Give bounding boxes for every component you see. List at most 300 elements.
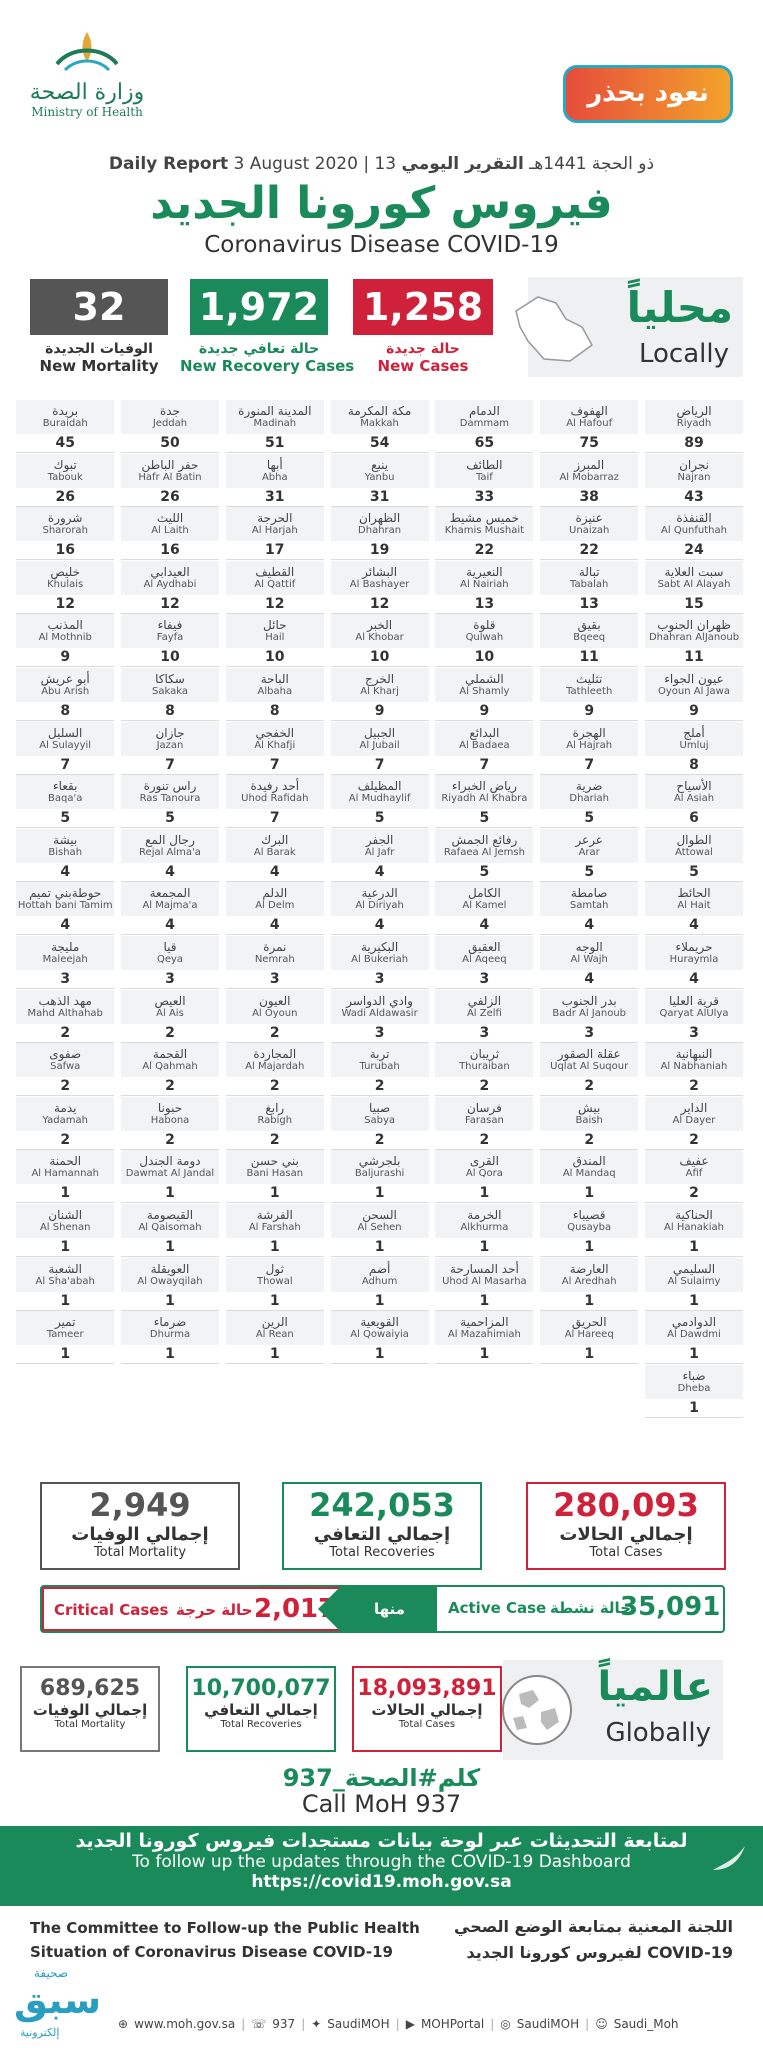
city-name-ar: رفائع الجمش [451,832,518,847]
city-cell [226,990,324,1043]
city-name-ar: الكامل [467,886,501,901]
moh-name-en: Ministry of Health [31,105,143,119]
city-cell [645,775,743,828]
city-cell [226,614,324,667]
city-name-ar: القيصومة [146,1208,194,1222]
city-name-en: Al Khobar [355,632,404,644]
city-cases-count: 45 [16,434,114,452]
city-name-en: Al Hait [677,900,711,912]
city-cases-count: 4 [645,916,743,934]
city-cases-count: 5 [540,863,638,881]
city-name-en: Nemrah [254,954,295,965]
city-cases-count: 1 [540,1345,638,1363]
city-name-ar: المجمعة [149,886,191,901]
city-cell [331,1204,429,1257]
city-name-ar: المدينة المنورة [238,404,312,418]
city-name-ar: نجران [679,457,709,472]
city-name-ar: الجفر [365,832,394,847]
city-cell [645,1258,743,1311]
city-cell [121,1311,219,1364]
city-cases-count: 7 [16,756,114,774]
city-cell [121,1043,219,1096]
city-cases-count: 24 [645,541,743,559]
city-cell [540,882,638,935]
city-cases-count: 38 [540,488,638,506]
city-cell [540,614,638,667]
city-name-ar: ضباء [682,1368,706,1383]
new-cases-stat [353,279,493,375]
city-cases-count: 2 [435,1077,533,1095]
city-name-en: Al Nabhaniah [660,1061,728,1073]
moh-emblem-icon [37,28,137,74]
footer-site[interactable]: www.moh.gov.sa [134,2017,236,2031]
city-name-ar: الليث [156,511,184,526]
city-cases-count: 1 [226,1238,324,1256]
city-cell [226,936,324,989]
city-name-en: Al Shamly [459,686,510,697]
city-name-ar: جدة [159,404,180,418]
city-cell [121,775,219,828]
city-cell [645,668,743,721]
city-name-ar: الحائط [677,886,711,901]
city-name-en: Bani Hasan [246,1168,304,1180]
city-cell [645,722,743,775]
instagram-icon: ◎ [500,2017,511,2031]
city-name-ar: أحد المسارحة [449,1261,519,1276]
new-recovery-label-en: New Recovery Cases [180,357,355,375]
city-cases-count: 12 [16,595,114,613]
city-name-en: Al Qattif [254,578,296,590]
city-cell [16,400,114,453]
city-name-en: Al Badaea [459,739,510,751]
dashboard-text-ar: لمتابعة التحديثات عبر لوحة بيانات مستجدات فيروس كورونا الجديد [75,1830,688,1852]
city-name-en: Yanbu [364,471,395,483]
city-cell [331,1043,429,1096]
youtube-icon: ▶ [405,2017,415,2031]
city-name-en: Sakaka [152,686,188,697]
global-recoveries-card [186,1666,336,1752]
city-cases-count: 1 [540,1184,638,1202]
snapchat-icon: ☺ [595,2017,608,2031]
city-name-ar: الرياض [676,404,712,418]
city-name-en: Bqeeq [573,632,606,644]
total-recoveries-value: 242,053 [309,1486,455,1524]
city-name-ar: عفيف [679,1154,709,1169]
city-cell [540,829,638,882]
city-cases-count: 3 [435,1024,533,1042]
city-name-ar: الدلم [262,886,288,901]
city-name-en: Thowal [256,1275,293,1287]
city-name-en: Attowal [675,846,713,858]
city-name-ar: أبو عريش [40,672,90,686]
city-cases-count: 4 [121,863,219,881]
city-name-en: Al Laith [151,525,189,537]
city-cell [540,1097,638,1150]
city-name-ar: الجبيل [364,725,396,740]
city-name-ar: البدائع [469,725,500,740]
city-cases-count: 2 [16,1131,114,1149]
city-cases-count: 1 [645,1238,743,1256]
city-name-ar: مهد الذهب [38,993,92,1008]
of-which-arrow: منها [342,1585,437,1633]
city-name-en: Al Delm [255,900,295,912]
committee-ar [454,1914,733,1966]
dashboard-text-en: To follow up the updates through the COVID-19 Dashboard [132,1852,631,1872]
city-name-en: Al Asiah [673,793,715,805]
city-cell [540,507,638,560]
total-mortality-value: 2,949 [89,1486,191,1524]
global-cases-label-en: Total Cases [398,1719,456,1730]
city-name-en: Sabya [364,1114,396,1126]
city-name-en: Al Harjah [251,525,298,537]
city-name-en: Al Qaisomah [138,1222,202,1233]
city-name-en: Al Khafji [254,739,296,751]
city-cell [645,1097,743,1150]
active-value: 35,091 [620,1592,721,1622]
watermark-logo: سبق [14,1978,102,2022]
city-cases-count: 1 [645,1292,743,1310]
city-name-en: Thuraiban [459,1061,510,1073]
city-name-en: Al Qahmah [142,1061,198,1073]
city-name-ar: الداير [680,1100,708,1115]
city-name-ar: الحرجة [257,511,293,526]
city-cases-count: 8 [645,756,743,774]
city-cases-count: 4 [16,916,114,934]
city-cases-count: 12 [121,595,219,613]
city-name-en: Uqlat Al Suqour [550,1061,629,1073]
city-name-ar: رابغ [265,1100,285,1115]
city-cases-count: 1 [16,1238,114,1256]
city-name-en: Al Majardah [245,1061,305,1073]
city-cell [435,668,533,721]
total-cases-card [526,1482,726,1570]
city-cell [645,882,743,935]
city-cases-count: 15 [645,595,743,613]
city-name-ar: وادي الدواسر [346,993,413,1008]
total-recoveries-label-en: Total Recoveries [329,1545,435,1560]
city-name-ar: أملج [683,725,705,740]
city-name-en: Al Hanakiah [664,1222,724,1233]
dashboard-link[interactable]: https://covid19.moh.gov.sa [251,1872,512,1892]
city-name-en: Fayfa [156,632,184,644]
city-cell [331,561,429,614]
city-name-en: Dhurma [149,1329,191,1341]
city-name-ar: الطوال [676,832,712,847]
city-cases-count: 50 [121,434,219,452]
city-name-en: Dhahran [358,525,402,537]
city-name-ar: حريملاء [675,940,713,954]
city-cell [121,1204,219,1257]
city-name-en: Dhahran AlJanoub [648,632,740,644]
city-cases-count: 16 [16,541,114,559]
city-name-en: Al Aredhah [561,1275,617,1287]
city-name-ar: ضرماء [153,1315,187,1330]
city-name-en: Baljurashi [354,1168,405,1180]
city-cell [540,1043,638,1096]
city-cell [121,561,219,614]
total-mortality-label-ar: إجمالي الوفيات [71,1524,209,1545]
city-name-en: Al Sulaimy [667,1275,721,1287]
city-cell [331,882,429,935]
city-name-ar: رجال المع [145,832,195,847]
city-name-ar: فيفاء [157,618,183,633]
new-recovery-value: 1,972 [190,279,328,335]
city-cell [226,1097,324,1150]
city-cell [121,990,219,1043]
total-mortality-label-en: Total Mortality [93,1545,187,1560]
city-name-ar: المندق [572,1154,606,1169]
city-name-ar: صبيا [369,1100,391,1115]
city-name-ar: الشعبة [48,1261,82,1276]
watermark-sub: إلكترونية [20,2026,60,2039]
city-cell [121,614,219,667]
city-name-en: Al Shenan [39,1222,91,1233]
city-name-ar: الفرشة [256,1208,293,1222]
report-date-en: 3 August 2020 [233,154,358,174]
city-name-en: Al Mothnib [38,632,92,644]
city-cases-count: 1 [16,1345,114,1363]
city-name-en: Al Mandaq [562,1168,616,1180]
city-cases-count: 51 [226,434,324,452]
city-cases-count: 12 [226,595,324,613]
city-cell [645,1043,743,1096]
city-name-en: Najran [677,471,711,483]
city-cell [226,1204,324,1257]
critical-label-en: Critical Cases [54,1601,169,1619]
city-name-ar: الزلفي [467,993,502,1008]
city-name-ar: بريدة [52,404,79,418]
city-name-en: Madinah [253,418,297,429]
city-cell [16,936,114,989]
city-name-en: Al Dayer [672,1114,716,1126]
city-name-ar: المظيلف [357,779,402,794]
call-moh-ar: كلم#الصحة_937 [282,1764,481,1792]
city-cell [435,936,533,989]
city-name-ar: أحد رفيدة [250,779,300,794]
city-cases-count: 5 [645,863,743,881]
city-cell [435,722,533,775]
city-cell [226,668,324,721]
global-cases-value: 18,093,891 [357,1676,497,1701]
city-name-ar: القويعية [360,1315,399,1330]
city-name-en: Adhum [361,1275,398,1287]
city-cell [540,668,638,721]
city-cell [435,1043,533,1096]
city-cell [226,400,324,453]
city-cases-count: 5 [435,809,533,827]
city-cell [121,400,219,453]
city-name-ar: البكيرية [360,940,399,954]
city-name-en: Wadi Aldawasir [341,1007,418,1019]
city-name-ar: العيص [154,993,186,1008]
city-cases-count: 2 [645,1184,743,1202]
city-name-en: Rafaea Al Jemsh [443,846,525,858]
city-name-en: Al Bukeriah [351,954,409,965]
city-name-ar: الهفوف [570,404,608,418]
city-cell [226,775,324,828]
city-name-en: Tabouk [47,471,83,483]
total-recoveries-label-ar: إجمالي التعافي [313,1524,451,1545]
city-cell [16,614,114,667]
city-cell [331,722,429,775]
city-cases-count: 31 [331,488,429,506]
city-cases-count: 9 [540,702,638,720]
city-cell [16,1258,114,1311]
city-name-en: Alkhurma [460,1222,509,1233]
city-cases-count: 2 [645,1131,743,1149]
city-name-ar: شرورة [47,511,83,526]
city-name-en: Al Nairiah [460,578,509,590]
city-name-en: Al Diriyah [355,900,404,912]
city-name-ar: المجاردة [253,1047,297,1062]
city-name-ar: العيدابي [150,564,190,579]
city-name-ar: قرية العليا [669,993,719,1008]
city-name-en: Khamis Mushait [444,525,525,537]
city-cases-count: 5 [331,809,429,827]
city-name-ar: الدمام [468,404,500,418]
city-cases-count: 2 [16,1024,114,1042]
city-cases-count: 5 [540,809,638,827]
city-name-en: Tameer [46,1329,84,1341]
city-cases-count: 65 [435,434,533,452]
city-name-ar: الأسياح [676,779,712,794]
city-name-ar: الحمنة [49,1154,82,1169]
city-cases-count: 13 [435,595,533,613]
critical-value: 2,017 [254,1594,337,1624]
city-name-en: Al Rean [255,1329,294,1341]
new-recovery-label-ar: حالة تعافي جديدة [198,341,320,357]
city-cell [16,1150,114,1203]
city-name-ar: مكة المكرمة [347,404,412,418]
city-cell [16,722,114,775]
city-name-en: Farasan [464,1114,504,1126]
footer-twitter[interactable]: SaudiMOH [327,2017,390,2031]
footer-instagram[interactable]: SaudiMOH [516,2017,580,2031]
city-name-en: Dhariah [569,793,609,805]
city-cell [121,1258,219,1311]
city-cell [16,561,114,614]
city-name-en: Samtah [569,900,609,912]
city-name-ar: بني حسن [250,1154,299,1169]
city-name-en: Qusayba [567,1222,612,1233]
city-cell [331,668,429,721]
city-cell [435,454,533,507]
city-name-en: Dheba [677,1382,711,1394]
city-name-en: Albaha [257,686,293,697]
globe-icon [499,1672,575,1748]
city-cases-count: 75 [540,434,638,452]
city-name-en: Al Sehen [357,1222,402,1233]
city-name-ar: عنيزة [575,511,603,526]
city-name-ar: خميس مشيط [449,511,519,526]
committee-en-line-1: The Committee to Follow-up the Public Health [30,1919,420,1937]
footer-portal[interactable]: MOHPortal [420,2017,485,2031]
city-name-ar: المذنب [47,618,83,633]
city-cases-count: 1 [540,1292,638,1310]
city-cell [435,990,533,1043]
city-cell [540,990,638,1043]
city-name-ar: النعيرية [466,564,503,579]
city-cases-count: 26 [16,488,114,506]
report-label-en: Daily Report [108,154,229,174]
city-name-en: Jeddah [152,418,188,429]
active-cases-bar [40,1585,725,1633]
city-cases-count: 3 [331,970,429,988]
city-cases-count: 2 [121,1131,219,1149]
city-name-en: Jazan [156,739,184,751]
city-name-en: Al Mudhaylif [348,793,411,805]
city-cell [226,829,324,882]
city-cell [435,1204,533,1257]
city-name-ar: الطائف [466,457,503,472]
city-name-en: Sabt Al Alayah [657,578,731,590]
city-name-ar: السليمي [672,1261,716,1276]
city-name-en: Sharorah [42,525,88,537]
city-name-ar: الباحة [260,672,289,686]
city-name-ar: ضرية [575,779,603,794]
city-cell [331,1258,429,1311]
city-cell [331,829,429,882]
city-name-ar: عرعر [575,832,603,847]
city-name-ar: رياض الخبراء [451,779,517,794]
globally-label-en: Globally [605,1718,711,1748]
city-name-ar: الشنان [48,1208,83,1222]
footer-snapchat[interactable]: Saudi_Moh [613,2017,679,2031]
city-name-en: Al Bashayer [349,578,410,590]
city-name-en: Qaryat AlUlya [659,1007,729,1019]
footer-phone[interactable]: 937 [272,2017,296,2031]
city-name-ar: سكاكا [155,672,185,686]
city-cases-count: 7 [540,756,638,774]
city-cases-count: 2 [121,1024,219,1042]
city-name-en: Dawmat Al Jandal [125,1168,215,1180]
city-name-en: Al Hajrah [566,739,613,751]
sabq-watermark [4,1964,114,2044]
city-cell [540,454,638,507]
city-name-en: Turubah [359,1061,400,1073]
city-name-en: Arar [578,846,600,858]
city-name-en: Al Aydhabi [143,578,197,590]
city-name-ar: المزاحمية [460,1315,509,1330]
locally-label-en: Locally [639,339,729,369]
city-name-ar: دومة الجندل [139,1154,201,1169]
city-cell [16,454,114,507]
city-name-ar: الوجه [575,940,603,954]
city-cases-count: 16 [121,541,219,559]
city-name-ar: بيشة [53,832,78,847]
city-name-ar: الظهران [359,511,401,526]
city-cases-count: 1 [121,1238,219,1256]
campaign-badge: نعود بحذر [563,65,733,123]
city-cases-count: 4 [331,916,429,934]
city-cell [226,561,324,614]
city-name-en: Al Qowaiyia [350,1329,409,1341]
city-cases-count: 11 [540,648,638,666]
city-cell [540,1150,638,1203]
city-cell [16,882,114,935]
city-name-en: Al Kamel [462,900,507,912]
city-cases-count: 1 [226,1184,324,1202]
city-cell [331,614,429,667]
new-mortality-label-ar: الوفيات الجديدة [45,341,153,357]
city-cell [16,775,114,828]
city-cell [16,1204,114,1257]
city-name-ar: العارضة [569,1261,609,1276]
city-name-en: Riyadh Al Khabra [441,793,528,805]
city-name-ar: العويقلة [150,1261,190,1276]
city-name-ar: الخرج [365,672,395,686]
city-cases-count: 3 [226,970,324,988]
